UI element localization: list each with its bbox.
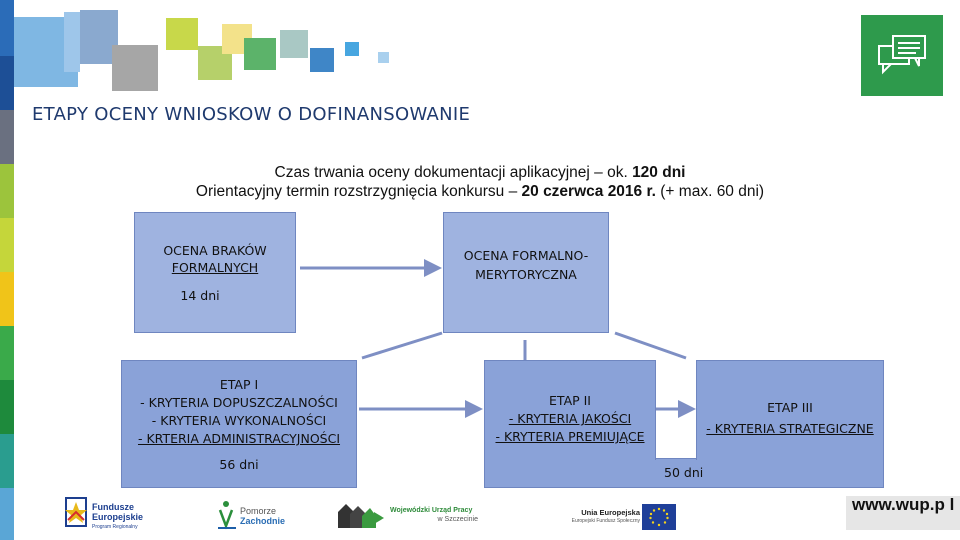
- box-stage-1: [121, 360, 357, 488]
- page-title: ETAPY OCENY WNIOSKOW O DOFINANSOWANIE: [32, 104, 471, 125]
- stage3-title: ETAP III: [767, 400, 813, 415]
- logo4-line1: Unia Europejska: [581, 508, 640, 517]
- deadline-info-text: Orientacyjny termin rozstrzygnięcia konkursu –: [195, 183, 522, 200]
- stage1-duration: 56 dni: [219, 457, 259, 472]
- box-formal-duration: 14 dni: [180, 288, 220, 303]
- box-merit-line2: MERYTORYCZNA: [475, 267, 577, 282]
- stage2-criterion-1: - KRYTERIA JAKOŚCI: [508, 411, 632, 426]
- pomorze-figure-icon: [214, 498, 242, 534]
- deadline-info-date: 20 czerwca 2016 r.: [521, 183, 656, 200]
- deadline-info-extension: (+ max. 60 dni): [655, 183, 765, 200]
- stage1-title: ETAP I: [219, 377, 259, 392]
- website-link[interactable]: www.wup.p l: [846, 496, 960, 530]
- logo4-line2: Europejski Fundusz Społeczny: [571, 518, 640, 524]
- eu-flag-icon: [642, 504, 676, 530]
- wup-building-icon: [336, 500, 386, 534]
- stage23-duration: 50 dni: [664, 465, 704, 480]
- logo2-line2: Zachodnie: [240, 516, 286, 526]
- fundusze-star-icon: [64, 496, 90, 530]
- stage2-criterion-2: - KRYTERIA PREMIUJĄCE: [495, 429, 645, 444]
- box-formal-line2: FORMALNYCH: [171, 260, 259, 275]
- stage1-criterion-3: - KRTERIA ADMINISTRACYJNOŚCI: [137, 431, 341, 446]
- logo3-line1: Wojewódzki Urząd Pracy: [390, 507, 473, 514]
- box-stage-3: [696, 360, 884, 460]
- logo1-line3: Program Regionalny: [92, 524, 138, 530]
- logo1-line2: Europejskie: [92, 512, 144, 522]
- stage3-criterion-1: - KRYTERIA STRATEGICZNE: [706, 421, 874, 436]
- stage1-criterion-2: - KRYTERIA WYKONALNOŚCI: [151, 413, 327, 428]
- box-formal-line1: OCENA BRAKÓW: [163, 243, 267, 258]
- duration-info-text: Czas trwania oceny dokumentacji aplikacyjnej – ok.: [274, 164, 633, 181]
- arrow-stage2-to-stage3: [656, 396, 698, 422]
- stage2-title: ETAP II: [549, 393, 591, 408]
- logo1-line1: Fundusze: [92, 502, 134, 512]
- box-merit-line1: OCENA FORMALNO-: [463, 248, 589, 263]
- logo3-line2: w Szczecinie: [437, 516, 478, 523]
- arrow-stage1-to-stage2: [357, 396, 487, 422]
- stage1-criterion-1: - KRYTERIA DOPUSZCZALNOŚCI: [140, 395, 338, 410]
- duration-info-value: 120 dni: [632, 164, 686, 181]
- box-stage-2: [484, 360, 656, 460]
- logo2-line1: Pomorze: [240, 506, 277, 516]
